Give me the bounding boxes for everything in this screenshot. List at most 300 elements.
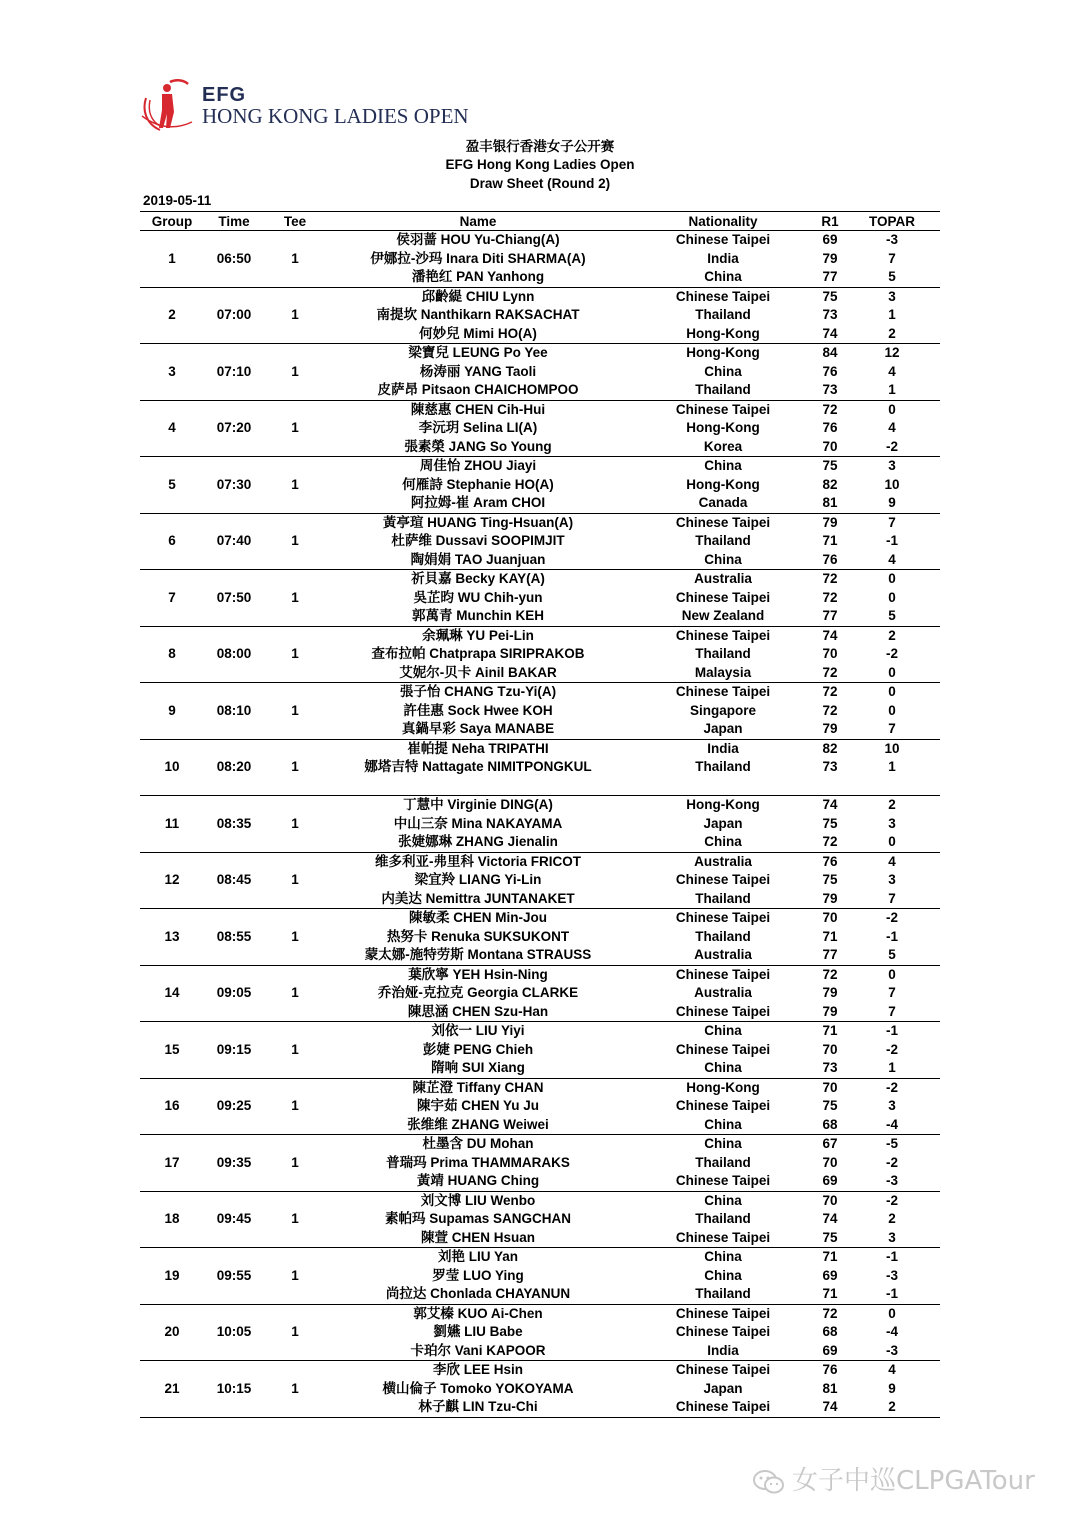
player-nationality: China bbox=[704, 363, 742, 379]
player-name: 乔治娅-克拉克 Georgia CLARKE bbox=[377, 985, 579, 1000]
to-par: 3 bbox=[888, 1098, 896, 1113]
group-number: 2 bbox=[168, 307, 176, 322]
round1-score: 79 bbox=[822, 721, 838, 736]
group-number: 14 bbox=[164, 985, 180, 1000]
player-nationality: Australia bbox=[694, 571, 752, 586]
player-name: 陳慈惠 CHEN Cih-Hui bbox=[410, 401, 546, 417]
watermark-text: 女子中巡CLPGATour bbox=[792, 1466, 1035, 1496]
player-nationality: China bbox=[704, 269, 742, 284]
player-name: 周佳怡 ZHOU Jiayi bbox=[419, 458, 537, 473]
to-par: -1 bbox=[885, 1249, 898, 1264]
round1-score: 70 bbox=[822, 438, 838, 454]
player-nationality: New Zealand bbox=[681, 608, 765, 623]
player-name: 郭萬青 Munchin KEH bbox=[412, 608, 544, 623]
tee-number: 1 bbox=[291, 872, 299, 887]
round1-score: 76 bbox=[822, 1362, 838, 1377]
table-row bbox=[140, 1078, 940, 1097]
player-nationality: Thailand bbox=[695, 1154, 751, 1170]
tee-number: 1 bbox=[291, 985, 299, 1000]
tee-time: 07:50 bbox=[216, 589, 252, 605]
round1-score: 75 bbox=[822, 815, 838, 831]
tee-number: 1 bbox=[291, 476, 299, 492]
round1-score: 70 bbox=[822, 1154, 838, 1170]
tee-number: 1 bbox=[291, 1041, 299, 1057]
round1-score: 69 bbox=[822, 1267, 838, 1283]
round1-score: 73 bbox=[822, 759, 838, 774]
round1-score: 72 bbox=[822, 589, 838, 605]
player-name: 内美达 Nemittra JUNTANAKET bbox=[381, 890, 575, 906]
to-par: 2 bbox=[888, 627, 896, 643]
round1-score: 82 bbox=[822, 740, 838, 756]
round1-score: 72 bbox=[822, 664, 838, 680]
round1-score: 70 bbox=[822, 646, 838, 661]
player-nationality: India bbox=[707, 250, 739, 266]
player-name: 刘依一 LIU Yiyi bbox=[431, 1023, 525, 1038]
round1-score: 76 bbox=[822, 853, 838, 869]
player-name: 普瑞玛 Prima THAMMARAKS bbox=[386, 1154, 570, 1170]
round1-score: 71 bbox=[822, 1249, 838, 1264]
to-par: 5 bbox=[888, 947, 896, 962]
player-name: 陳芷澄 Tiffany CHAN bbox=[412, 1079, 544, 1095]
player-nationality: China bbox=[704, 834, 742, 849]
to-par: 7 bbox=[888, 250, 896, 266]
player-nationality: Thailand bbox=[695, 928, 751, 944]
round1-score: 69 bbox=[822, 1342, 838, 1358]
round1-score: 71 bbox=[822, 1023, 838, 1038]
tee-number: 1 bbox=[291, 702, 299, 718]
player-nationality: Thailand bbox=[695, 533, 751, 548]
tee-number: 1 bbox=[291, 533, 299, 548]
player-nationality: Chinese Taipei bbox=[675, 627, 771, 643]
player-nationality: Chinese Taipei bbox=[675, 1229, 771, 1245]
player-name: 陳敏柔 CHEN Min-Jou bbox=[409, 910, 547, 925]
round1-score: 73 bbox=[822, 307, 838, 322]
column-header-time: Time bbox=[204, 212, 264, 231]
table-row bbox=[140, 683, 940, 702]
player-nationality: Hong-Kong bbox=[686, 420, 760, 435]
tee-time: 08:00 bbox=[216, 646, 252, 661]
player-name: 梁寶兒 LEUNG Po Yee bbox=[408, 345, 548, 360]
to-par: 10 bbox=[884, 476, 900, 492]
tee-time: 08:45 bbox=[216, 872, 252, 887]
group-number: 18 bbox=[164, 1211, 180, 1226]
player-name: 梁宜羚 LIANG Yi-Lin bbox=[414, 872, 542, 887]
player-name: 陳宇茹 CHEN Yu Ju bbox=[416, 1098, 540, 1113]
player-nationality: Chinese Taipei bbox=[675, 1098, 771, 1113]
to-par: 12 bbox=[884, 345, 900, 360]
tee-time: 09:45 bbox=[216, 1211, 252, 1226]
round1-score: 75 bbox=[822, 288, 838, 304]
to-par: 1 bbox=[888, 382, 896, 397]
player-nationality: China bbox=[704, 458, 742, 473]
player-nationality: Australia bbox=[694, 947, 752, 962]
round1-score: 72 bbox=[822, 1305, 838, 1321]
player-nationality: Chinese Taipei bbox=[675, 1041, 771, 1057]
player-nationality: Chinese Taipei bbox=[675, 288, 771, 304]
player-name: 伊娜拉-沙玛 Inara Diti SHARMA(A) bbox=[370, 250, 586, 266]
player-name: 李沅玥 Selina LI(A) bbox=[418, 420, 538, 435]
tee-group-1 bbox=[140, 231, 940, 288]
column-header-topar: TOPAR bbox=[844, 212, 940, 231]
tee-time: 09:55 bbox=[216, 1267, 252, 1283]
player-name: 侯羽蔷 HOU Yu-Chiang(A) bbox=[396, 232, 560, 247]
group-number: 8 bbox=[168, 646, 176, 661]
player-nationality: Japan bbox=[703, 1380, 743, 1396]
round1-score: 79 bbox=[822, 985, 838, 1000]
player-nationality: Chinese Taipei bbox=[675, 589, 771, 605]
to-par: -4 bbox=[885, 1324, 898, 1339]
to-par: 3 bbox=[888, 288, 896, 304]
group-number: 6 bbox=[168, 533, 176, 548]
player-name: 黃亭瑄 HUANG Ting-Hsuan(A) bbox=[382, 514, 574, 530]
round1-score: 74 bbox=[822, 1399, 838, 1414]
table-row bbox=[140, 1191, 940, 1210]
player-nationality bbox=[630, 777, 816, 796]
player-nationality: China bbox=[704, 1249, 742, 1264]
to-par: 3 bbox=[888, 872, 896, 887]
to-par: 0 bbox=[888, 834, 896, 849]
tee-group-21 bbox=[140, 1361, 940, 1418]
tee-number: 1 bbox=[291, 1267, 299, 1283]
player-nationality: Japan bbox=[703, 721, 743, 736]
table-row bbox=[140, 1361, 940, 1380]
to-par: -3 bbox=[885, 1267, 898, 1283]
round1-score: 77 bbox=[822, 269, 838, 284]
to-par: -4 bbox=[885, 1116, 898, 1132]
to-par: 7 bbox=[888, 890, 896, 906]
player-name: 中山三奈 Mina NAKAYAMA bbox=[393, 815, 563, 831]
player-nationality: Thailand bbox=[695, 646, 751, 661]
to-par: 1 bbox=[888, 1060, 896, 1075]
round1-score: 76 bbox=[822, 551, 838, 567]
tee-time: 09:35 bbox=[216, 1154, 252, 1170]
to-par: 2 bbox=[888, 1399, 896, 1414]
table-row bbox=[140, 626, 940, 645]
player-nationality: Thailand bbox=[695, 1286, 751, 1301]
table-row bbox=[140, 852, 940, 871]
table-row bbox=[140, 287, 940, 306]
group-number: 4 bbox=[168, 420, 176, 435]
table-row bbox=[140, 965, 940, 984]
column-header-r1: R1 bbox=[816, 212, 844, 231]
round1-score: 69 bbox=[822, 232, 838, 247]
player-nationality: Hong-Kong bbox=[686, 797, 760, 812]
player-name: 許佳惠 Sock Hwee KOH bbox=[403, 702, 553, 718]
table-row bbox=[140, 1135, 940, 1154]
player-nationality: Hong-Kong bbox=[686, 1079, 760, 1095]
round1-score: 73 bbox=[822, 1060, 838, 1075]
to-par: -3 bbox=[885, 1342, 898, 1358]
round1-score: 76 bbox=[822, 420, 838, 435]
player-name: 陳思涵 CHEN Szu-Han bbox=[407, 1003, 549, 1019]
player-nationality: China bbox=[704, 1116, 742, 1132]
to-par: -2 bbox=[885, 1154, 898, 1170]
player-nationality: China bbox=[704, 1060, 742, 1075]
tee-number: 1 bbox=[291, 1324, 299, 1339]
player-nationality: Hong-Kong bbox=[686, 325, 760, 341]
round1-score: 79 bbox=[822, 250, 838, 266]
to-par: 4 bbox=[888, 551, 896, 567]
golfer-logo-icon bbox=[140, 76, 194, 134]
player-name: 葉欣寧 YEH Hsin-Ning bbox=[408, 966, 548, 982]
player-name: 邱齡緹 CHIU Lynn bbox=[421, 288, 535, 304]
player-nationality: Chinese Taipei bbox=[675, 1305, 771, 1321]
player-nationality: Chinese Taipei bbox=[675, 401, 771, 417]
round1-score: 79 bbox=[822, 1003, 838, 1019]
tee-number: 1 bbox=[291, 1154, 299, 1170]
player-name: 刘艳 LIU Yan bbox=[437, 1249, 519, 1264]
sheet-date: 2019-05-11 bbox=[143, 193, 212, 208]
player-name: 张维维 ZHANG Weiwei bbox=[407, 1116, 549, 1132]
player-nationality: China bbox=[704, 1192, 742, 1208]
player-name: 南提坎 Nanthikarn RAKSACHAT bbox=[376, 307, 580, 322]
group-number: 10 bbox=[164, 759, 180, 774]
round1-score: 77 bbox=[822, 947, 838, 962]
player-name: 娜塔吉特 Nattagate NIMITPONGKUL bbox=[364, 759, 592, 774]
tee-group-2 bbox=[140, 287, 940, 344]
to-par: 1 bbox=[888, 307, 896, 322]
player-nationality: India bbox=[707, 1342, 739, 1358]
player-nationality: India bbox=[707, 740, 739, 756]
column-header-nationality: Nationality bbox=[630, 212, 816, 231]
tee-group-16 bbox=[140, 1078, 940, 1135]
tee-number: 1 bbox=[291, 928, 299, 944]
round1-score: 74 bbox=[822, 1211, 838, 1226]
tee-time: 08:55 bbox=[216, 928, 252, 944]
player-name: 尚拉达 Chonlada CHAYANUN bbox=[385, 1286, 571, 1301]
tee-time: 06:50 bbox=[216, 250, 252, 266]
round1-score: 82 bbox=[822, 476, 838, 492]
logo-brand: EFG bbox=[202, 84, 247, 106]
player-name: 林子麒 LIN Tzu-Chi bbox=[418, 1399, 538, 1414]
to-par: 0 bbox=[888, 401, 896, 417]
to-par: 0 bbox=[888, 571, 896, 586]
group-number: 5 bbox=[168, 476, 176, 492]
round1-score: 70 bbox=[822, 910, 838, 925]
player-nationality: Thailand bbox=[695, 307, 751, 322]
round1-score: 72 bbox=[822, 834, 838, 849]
to-par: 7 bbox=[888, 514, 896, 530]
player-nationality: Japan bbox=[703, 815, 743, 831]
table-row bbox=[140, 513, 940, 532]
player-nationality: Chinese Taipei bbox=[675, 1399, 771, 1414]
player-name: 何妙兒 Mimi HO(A) bbox=[419, 325, 537, 341]
group-number: 3 bbox=[168, 363, 176, 379]
to-par: 4 bbox=[888, 363, 896, 379]
tee-group-17 bbox=[140, 1135, 940, 1192]
player-name: 罗莹 LUO Ying bbox=[432, 1267, 524, 1283]
to-par: -2 bbox=[885, 646, 898, 661]
tee-group-15 bbox=[140, 1022, 940, 1079]
english-title: EFG Hong Kong Ladies Open bbox=[445, 157, 635, 172]
to-par: 9 bbox=[888, 495, 896, 510]
player-nationality: Chinese Taipei bbox=[675, 1003, 771, 1019]
table-row bbox=[140, 231, 940, 250]
player-name: 杨涛丽 YANG Taoli bbox=[419, 363, 537, 379]
to-par: 4 bbox=[888, 1362, 896, 1377]
player-nationality: Hong-Kong bbox=[686, 476, 760, 492]
tee-group-10 bbox=[140, 739, 940, 796]
player-nationality: Korea bbox=[703, 438, 743, 454]
round1-score: 68 bbox=[822, 1116, 838, 1132]
round1-score: 69 bbox=[822, 1173, 838, 1188]
tee-number: 1 bbox=[291, 759, 299, 774]
tee-group-3 bbox=[140, 344, 940, 401]
to-par: -2 bbox=[885, 1079, 898, 1095]
round1-score: 71 bbox=[822, 928, 838, 944]
table-row bbox=[140, 1304, 940, 1323]
to-par: 0 bbox=[888, 664, 896, 680]
to-par: 0 bbox=[888, 702, 896, 718]
tee-time: 09:15 bbox=[216, 1041, 252, 1057]
tee-group-11 bbox=[140, 796, 940, 853]
to-par: 7 bbox=[888, 721, 896, 736]
player-nationality: Canada bbox=[698, 495, 748, 510]
tee-group-4 bbox=[140, 400, 940, 457]
tee-group-19 bbox=[140, 1248, 940, 1305]
to-par: 2 bbox=[888, 325, 896, 341]
table-row bbox=[140, 400, 940, 419]
player-nationality: China bbox=[704, 1267, 742, 1283]
group-number: 17 bbox=[164, 1154, 180, 1170]
to-par: 2 bbox=[888, 797, 896, 812]
player-name: 维多利亚-弗里科 Victoria FRICOT bbox=[374, 853, 581, 869]
player-nationality: Malaysia bbox=[694, 664, 752, 680]
table-row bbox=[140, 457, 940, 476]
player-name: 横山倫子 Tomoko YOKOYAMA bbox=[382, 1380, 574, 1396]
player-nationality: China bbox=[704, 1023, 742, 1038]
tee-time: 07:10 bbox=[216, 363, 252, 379]
player-name: 潘艳红 PAN Yanhong bbox=[411, 269, 545, 284]
player-name: 刘文博 LIU Wenbo bbox=[420, 1192, 536, 1208]
player-nationality: Chinese Taipei bbox=[675, 910, 771, 925]
to-par: -1 bbox=[885, 1023, 898, 1038]
to-par: -2 bbox=[885, 1192, 898, 1208]
round1-score: 75 bbox=[822, 458, 838, 473]
table-row bbox=[140, 739, 940, 758]
tee-number: 1 bbox=[291, 1098, 299, 1113]
to-par: 10 bbox=[884, 740, 900, 756]
player-name: 劉嬿 LIU Babe bbox=[433, 1324, 523, 1339]
player-name: 张婕娜琳 ZHANG Jienalin bbox=[398, 834, 558, 849]
player-nationality: Chinese Taipei bbox=[675, 684, 771, 699]
table-row bbox=[140, 344, 940, 363]
tee-group-5 bbox=[140, 457, 940, 514]
to-par: -3 bbox=[885, 1173, 898, 1188]
round1-score: 70 bbox=[822, 1079, 838, 1095]
to-par: 0 bbox=[888, 1305, 896, 1321]
player-nationality: Chinese Taipei bbox=[675, 966, 771, 982]
table-row bbox=[140, 570, 940, 589]
tee-number: 1 bbox=[291, 363, 299, 379]
to-par: 0 bbox=[888, 966, 896, 982]
group-number: 11 bbox=[164, 815, 180, 831]
to-par: -5 bbox=[885, 1136, 898, 1151]
column-header-group: Group bbox=[140, 212, 204, 231]
table-header-row bbox=[140, 212, 940, 231]
round1-score: 71 bbox=[822, 1286, 838, 1301]
player-name: 陳萱 CHEN Hsuan bbox=[420, 1229, 535, 1245]
to-par: -2 bbox=[885, 1041, 898, 1057]
player-name: 真鍋早彩 Saya MANABE bbox=[401, 721, 555, 736]
draw-table bbox=[140, 211, 940, 1418]
to-par: 9 bbox=[888, 1380, 896, 1396]
to-par: 0 bbox=[888, 589, 896, 605]
player-name: 卡珀尔 Vani KAPOOR bbox=[410, 1342, 546, 1358]
player-name: 彭婕 PENG Chieh bbox=[422, 1041, 534, 1057]
player-name: 蒙太娜-施特劳斯 Montana STRAUSS bbox=[364, 947, 592, 962]
player-nationality: Thailand bbox=[695, 759, 751, 774]
player-name: 杜萨维 Dussavi SOOPIMJIT bbox=[391, 533, 565, 548]
player-name: 查布拉帕 Chatprapa SIRIPRAKOB bbox=[371, 646, 585, 661]
wechat-icon bbox=[752, 1469, 786, 1495]
logo-event-name: HONG KONG LADIES OPEN bbox=[202, 104, 469, 128]
column-header-name: Name bbox=[326, 212, 630, 231]
tee-time: 10:05 bbox=[216, 1324, 252, 1339]
round1-score: 70 bbox=[822, 1192, 838, 1208]
round1-score: 72 bbox=[822, 966, 838, 982]
player-nationality: Chinese Taipei bbox=[675, 872, 771, 887]
round1-score: 71 bbox=[822, 533, 838, 548]
tee-number: 1 bbox=[291, 307, 299, 322]
to-par: -1 bbox=[885, 928, 898, 944]
player-name: 皮萨昂 Pitsaon CHAICHOMPOO bbox=[377, 382, 579, 397]
chinese-title: 盈丰银行香港女子公开赛 bbox=[465, 139, 615, 154]
round1-score: 75 bbox=[822, 872, 838, 887]
tee-group-18 bbox=[140, 1191, 940, 1248]
to-par: -3 bbox=[885, 232, 898, 247]
round1-score: 70 bbox=[822, 1041, 838, 1057]
player-name: 陶娟娟 TAO Juanjuan bbox=[410, 551, 546, 567]
round1-score: 68 bbox=[822, 1324, 838, 1339]
to-par: -2 bbox=[885, 910, 898, 925]
round1-score: 77 bbox=[822, 608, 838, 623]
round1-score: 72 bbox=[822, 702, 838, 718]
round1-score: 72 bbox=[822, 401, 838, 417]
group-number: 16 bbox=[164, 1098, 180, 1113]
tee-number: 1 bbox=[291, 1211, 299, 1226]
round1-score: 74 bbox=[822, 325, 838, 341]
round1-score: 72 bbox=[822, 571, 838, 586]
player-nationality: Australia bbox=[694, 985, 752, 1000]
round1-score: 74 bbox=[822, 797, 838, 812]
tee-group-7 bbox=[140, 570, 940, 627]
player-name: 杜墨含 DU Mohan bbox=[422, 1136, 534, 1151]
to-par: 0 bbox=[888, 684, 896, 699]
tee-number: 1 bbox=[291, 1380, 299, 1396]
group-number: 9 bbox=[168, 702, 176, 718]
player-nationality: Thailand bbox=[695, 382, 751, 397]
tee-time: 07:20 bbox=[216, 420, 252, 435]
to-par: 1 bbox=[888, 759, 896, 774]
wechat-watermark bbox=[752, 1460, 1035, 1497]
tee-time: 08:20 bbox=[216, 759, 252, 774]
to-par: -1 bbox=[885, 1286, 898, 1301]
to-par: 3 bbox=[888, 1229, 896, 1245]
player-nationality: Chinese Taipei bbox=[675, 1173, 771, 1188]
tee-time: 08:35 bbox=[216, 815, 252, 831]
table-row bbox=[140, 1022, 940, 1041]
player-name: 何雁詩 Stephanie HO(A) bbox=[402, 476, 554, 492]
draw-sheet-subtitle: Draw Sheet (Round 2) bbox=[469, 176, 611, 191]
group-number: 15 bbox=[164, 1041, 180, 1057]
to-par: 2 bbox=[888, 1211, 896, 1226]
round1-score: 84 bbox=[822, 345, 838, 360]
player-nationality: Singapore bbox=[689, 702, 756, 718]
tee-group-8 bbox=[140, 626, 940, 683]
round1-score: 72 bbox=[822, 684, 838, 699]
to-par bbox=[844, 777, 940, 796]
